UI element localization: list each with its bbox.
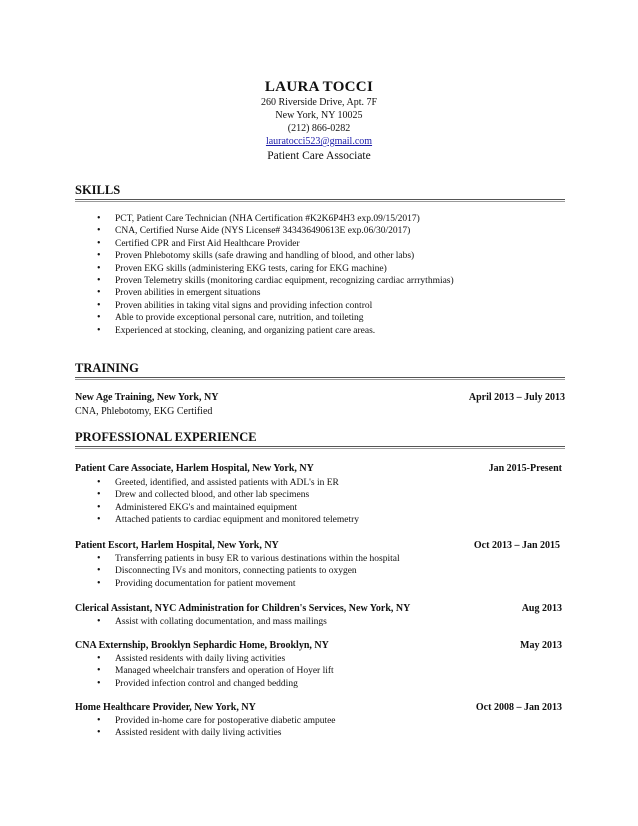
- list-item: • Experienced at stocking, cleaning, and organizing patient care areas.: [97, 325, 557, 337]
- job-dates: Oct 2013 – Jan 2015: [473, 540, 560, 551]
- phone-number: (212) 866-0282: [287, 123, 351, 134]
- resume-header: [0, 78, 638, 163]
- list-item: • Greeted, identified, and assisted patients with ADL's in ER: [97, 477, 557, 489]
- list-item: • Certified CPR and First Aid Healthcare Provider: [97, 238, 557, 250]
- training-title: New Age Training, New York, NY: [75, 392, 219, 403]
- list-item: • Drew and collected blood, and other lab specimens: [97, 489, 557, 501]
- candidate-name: LAURA TOCCI: [264, 79, 374, 95]
- training-entry: [75, 391, 565, 404]
- list-item: • Provided in-home care for postoperative diabetic amputee: [97, 715, 557, 727]
- list-item: • CNA, Certified Nurse Aide (NYS License# 343436490613E exp.06/30/2017): [97, 225, 557, 237]
- address-line-1: 260 Riverside Drive, Apt. 7F: [260, 97, 378, 108]
- skills-list: [97, 213, 557, 337]
- job-title: CNA Externship, Brooklyn Sephardic Home, Brooklyn, NY: [75, 640, 329, 651]
- job-bullets: [97, 477, 557, 527]
- list-item: • Transferring patients in busy ER to various destinations within the hospital: [97, 553, 557, 565]
- training-dates: April 2013 – July 2013: [468, 392, 565, 403]
- job-bullets: [97, 553, 557, 590]
- job-entry: [75, 462, 565, 475]
- job-bullets: [97, 653, 557, 690]
- job-bullets: [97, 616, 557, 628]
- address-line-2: New York, NY 10025: [275, 110, 363, 121]
- email-link[interactable]: lauratocci523@gmail.com: [265, 136, 373, 147]
- list-item: • Assisted resident with daily living activities: [97, 727, 557, 739]
- job-dates: Aug 2013: [521, 603, 562, 614]
- job-title: Patient Care Associate, Harlem Hospital, New York, NY: [75, 463, 314, 474]
- list-item: • PCT, Patient Care Technician (NHA Certification #K2K6P4H3 exp.09/15/2017): [97, 213, 557, 225]
- job-title: Clerical Assistant, NYC Administration for Children's Services, New York, NY: [75, 603, 411, 614]
- job-title: Home Healthcare Provider, New York, NY: [75, 702, 256, 713]
- list-item: • Provided infection control and changed bedding: [97, 678, 557, 690]
- job-title: Patient Escort, Harlem Hospital, New York, NY: [75, 540, 279, 551]
- job-entry: [75, 701, 565, 714]
- list-item: • Disconnecting IVs and monitors, connecting patients to oxygen: [97, 565, 557, 577]
- list-item: • Proven abilities in taking vital signs and providing infection control: [97, 300, 557, 312]
- job-dates: Jan 2015-Present: [488, 463, 562, 474]
- list-item: • Assist with collating documentation, and mass mailings: [97, 616, 557, 628]
- list-item: • Proven abilities in emergent situations: [97, 287, 557, 299]
- list-item: • Proven Phlebotomy skills (safe drawing and handling of blood, and other labs): [97, 250, 557, 262]
- training-detail: CNA, Phlebotomy, EKG Certified: [75, 406, 213, 417]
- list-item: • Managed wheelchair transfers and operation of Hoyer lift: [97, 665, 557, 677]
- list-item: • Proven Telemetry skills (monitoring cardiac equipment, recognizing cardiac arrrythmias): [97, 275, 557, 287]
- job-objective: Patient Care Associate: [267, 150, 371, 162]
- list-item: • Administered EKG's and maintained equipment: [97, 502, 557, 514]
- job-entry: [75, 602, 565, 615]
- job-dates: Oct 2008 – Jan 2013: [475, 702, 562, 713]
- list-item: • Attached patients to cardiac equipment and monitored telemetry: [97, 514, 557, 526]
- skills-heading: SKILLS: [75, 183, 565, 200]
- list-item: • Assisted residents with daily living activities: [97, 653, 557, 665]
- list-item: • Providing documentation for patient movement: [97, 578, 557, 590]
- job-entry: [75, 639, 565, 652]
- job-dates: May 2013: [520, 640, 562, 651]
- job-bullets: [97, 715, 557, 740]
- list-item: • Able to provide exceptional personal care, nutrition, and toileting: [97, 312, 557, 324]
- training-heading: TRAINING: [75, 361, 565, 378]
- job-entry: [75, 539, 565, 552]
- experience-heading: PROFESSIONAL EXPERIENCE: [75, 430, 565, 447]
- list-item: • Proven EKG skills (administering EKG tests, caring for EKG machine): [97, 263, 557, 275]
